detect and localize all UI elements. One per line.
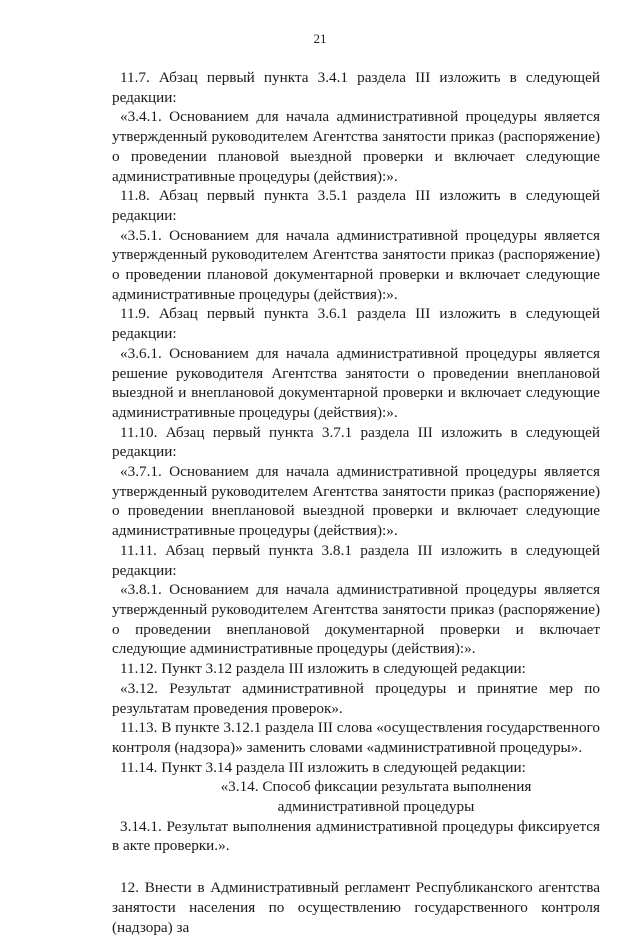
quote-3-8-1: «3.8.1. Основанием для начала административной процедуры является утвержденный руководителем Агентства занятости приказ (распоряжение) о проведении внеплановой документарной проверки и включает следующие административные процедуры (действия):».	[112, 581, 600, 658]
quote-3-5-1: «3.5.1. Основанием для начала административной процедуры является утвержденный руководителем Агентства занятости приказ (распоряжение) о проведении плановой документарной проверки и включает следующие административные процедуры (действия):».	[112, 226, 600, 303]
paragraph-11-13: 11.13. В пункте 3.12.1 раздела III слова «осуществления государственного контроля (надзора)» заменить словами «административной процедуры».	[112, 719, 600, 756]
paragraph-3-14-1: 3.14.1. Результат выполнения административной процедуры фиксируется в акте проверки.».	[112, 817, 600, 855]
paragraph-spacer	[112, 856, 600, 878]
paragraph-12: 12. Внести в Административный регламент Республиканского агентства занятости населения по осуществлению государственного контроля (надзора) за	[112, 879, 600, 936]
paragraph-11-14: 11.14. Пункт 3.14 раздела III изложить в следующей редакции:	[120, 758, 526, 776]
document-body	[112, 68, 600, 937]
paragraph-11-8: 11.8. Абзац первый пункта 3.5.1 раздела III изложить в следующей редакции:	[112, 187, 600, 224]
paragraph-11-9: 11.9. Абзац первый пункта 3.6.1 раздела III изложить в следующей редакции:	[112, 305, 600, 343]
section-heading-line-2: административной процедуры	[277, 798, 475, 816]
paragraph-11-11: 11.11. Абзац первый пункта 3.8.1 раздела III изложить в следующей редакции:	[112, 541, 600, 579]
quote-3-4-1: «3.4.1. Основанием для начала административной процедуры является утвержденный руководителем Агентства занятости приказ (распоряжение) о проведении плановой выездной проверки и включает следующие административные процедуры (действия):».	[112, 108, 600, 185]
quote-3-12: «3.12. Результат административной процедуры и принятие мер по результатам проведения проверок».	[112, 679, 600, 717]
section-heading-line-1: «3.14. Способ фиксации результата выполнения	[220, 778, 532, 796]
paragraph-11-7: 11.7. Абзац первый пункта 3.4.1 раздела III изложить в следующей редакции:	[112, 69, 600, 106]
quote-3-7-1: «3.7.1. Основанием для начала административной процедуры является утвержденный руководителем Агентства занятости приказ (распоряжение) о проведении внеплановой выездной проверки и включает следующие административные процедуры (действия):».	[112, 463, 600, 540]
quote-3-6-1: «3.6.1. Основанием для начала административной процедуры является решение руководителя Агентства занятости о проведении внеплановой выездной и внеплановой документарной проверки и включает следующие административные процедуры (действия):».	[112, 344, 600, 421]
page-number: 21	[313, 31, 327, 46]
paragraph-11-12: 11.12. Пункт 3.12 раздела III изложить в следующей редакции:	[120, 660, 526, 678]
paragraph-11-10: 11.10. Абзац первый пункта 3.7.1 раздела III изложить в следующей редакции:	[112, 423, 600, 461]
